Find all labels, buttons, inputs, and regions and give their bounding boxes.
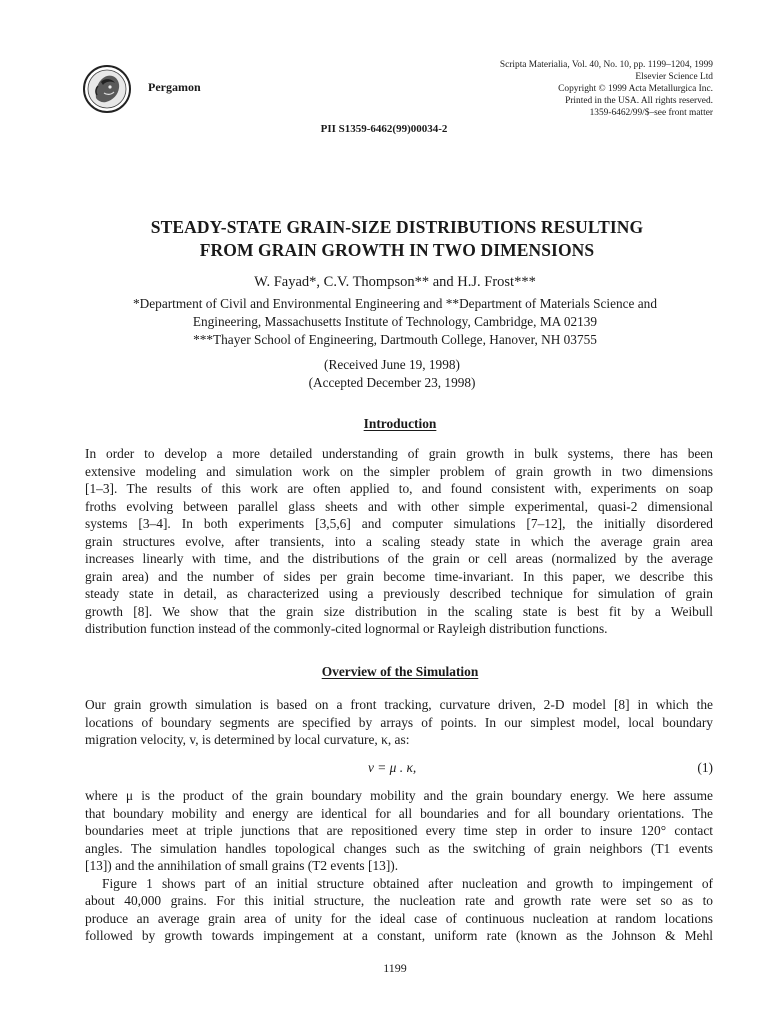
introduction-paragraph [85, 445, 713, 638]
overview-paragraph-1 [85, 696, 713, 749]
pii-identifier: PII S1359-6462(99)00034-2 [320, 123, 448, 135]
citation-line: Copyright © 1999 Acta Metallurgica Inc. [558, 84, 713, 95]
section-heading-overview: Overview of the Simulation [321, 664, 479, 679]
affiliations [40, 295, 750, 349]
text-line: angles. The simulation handles topological changes such as the switching of grain neighbors (T1 events [85, 840, 713, 856]
text-line: extensive modeling and simulation work on the simpler problem of grain growth in two dimensions [85, 463, 713, 479]
text-line: boundaries meet at triple junctions that are repositioned every time step in order to insure 120° contact [85, 823, 713, 838]
citation-block [500, 59, 713, 119]
affiliation-line: *Department of Civil and Environmental Engineering and **Department of Materials Science and [133, 296, 657, 311]
citation-line: Elsevier Science Ltd [635, 72, 713, 83]
text-line: that boundary mobility and energy are identical for all boundaries and for all boundary orientations. The [85, 805, 713, 821]
affiliation-line: Engineering, Massachusetts Institute of Technology, Cambridge, MA 02139 [192, 314, 598, 329]
text-line: systems [3–4]. In both experiments [3,5,6] and computer simulations [7–12], the initially disordered [85, 516, 713, 531]
text-line: distribution function instead of the commonly-cited lognormal or Rayleigh distribution functions. [85, 621, 608, 636]
text-line: about 40,000 grains. For this initial structure, the nucleation rate and growth rate were set so as to [85, 893, 713, 908]
citation-line: Scripta Materialia, Vol. 40, No. 10, pp. 1199–1204, 1999 [499, 60, 713, 70]
citation-line: 1359-6462/99/$–see front matter [589, 108, 713, 119]
paper-title [40, 216, 754, 262]
publisher-logo-icon [82, 64, 132, 114]
submission-dates [0, 356, 768, 392]
text-line: followed by growth towards impingement at a constant, uniform rate (known as the Johnson & Mehl [85, 928, 713, 943]
page-number: 1199 [383, 961, 407, 975]
affiliation-line: ***Thayer School of Engineering, Dartmouth College, Hanover, NH 03755 [193, 332, 597, 347]
accepted-date: (Accepted December 23, 1998) [308, 375, 476, 390]
title-line: FROM GRAIN GROWTH IN TWO DIMENSIONS [199, 240, 595, 260]
citation-line: Printed in the USA. All rights reserved. [565, 96, 713, 107]
text-line: increases linearly with time, and the distributions of the grain or cell areas (normalized by the average [85, 551, 713, 566]
text-line: [13]) and the annihilation of small grains (T2 events [13]). [85, 858, 399, 873]
text-line: Our grain growth simulation is based on a front tracking, curvature driven, 2-D model [8] in which the [85, 697, 713, 712]
text-line: grain structures evolve, after transients, into a scaling steady state in which the average grain area [85, 533, 713, 549]
text-line: produce an average grain area of unity for the ideal case of continuous nucleation at random locations [85, 910, 713, 926]
text-line: Figure 1 shows part of an initial structure obtained after nucleation and growth to impingement of [102, 875, 713, 891]
text-line: growth [8]. We show that the grain size distribution in the scaling state is best fit by a Weibull [85, 603, 713, 619]
text-line: grain area) and the number of sides per grain become time-invariant. In this paper, we describe this [85, 568, 713, 584]
text-line: locations of boundary segments are specified by arrays of points. In our simplest model, local boundary [85, 714, 713, 730]
equation-number: (1) [697, 760, 713, 775]
text-line: steady state in detail, as characterized using a previously described technique for simulation of grain [85, 586, 713, 601]
equation-expression: v = μ . κ, [368, 760, 417, 775]
text-line: migration velocity, v, is determined by local curvature, κ, as: [85, 732, 410, 747]
section-heading-introduction: Introduction [363, 416, 437, 431]
text-line: where μ is the product of the grain boundary mobility and the grain boundary energy. We here assume [85, 788, 713, 803]
publisher-name: Pergamon [148, 80, 201, 94]
title-line: STEADY-STATE GRAIN-SIZE DISTRIBUTIONS RESULTING [150, 217, 644, 237]
received-date: (Received June 19, 1998) [324, 357, 460, 372]
text-line: [1–3]. The results of this work are often applied to, and found consistent with, experiments on soap [85, 481, 713, 496]
text-line: froths evolving between parallel glass sheets and with other simple experimental, quasi-2 dimensional [85, 498, 713, 514]
author-list: W. Fayad*, C.V. Thompson** and H.J. Frost*** [254, 274, 536, 290]
text-line: In order to develop a more detailed understanding of grain growth in bulk systems, there has been [85, 446, 713, 461]
overview-paragraph-2 [85, 787, 713, 945]
